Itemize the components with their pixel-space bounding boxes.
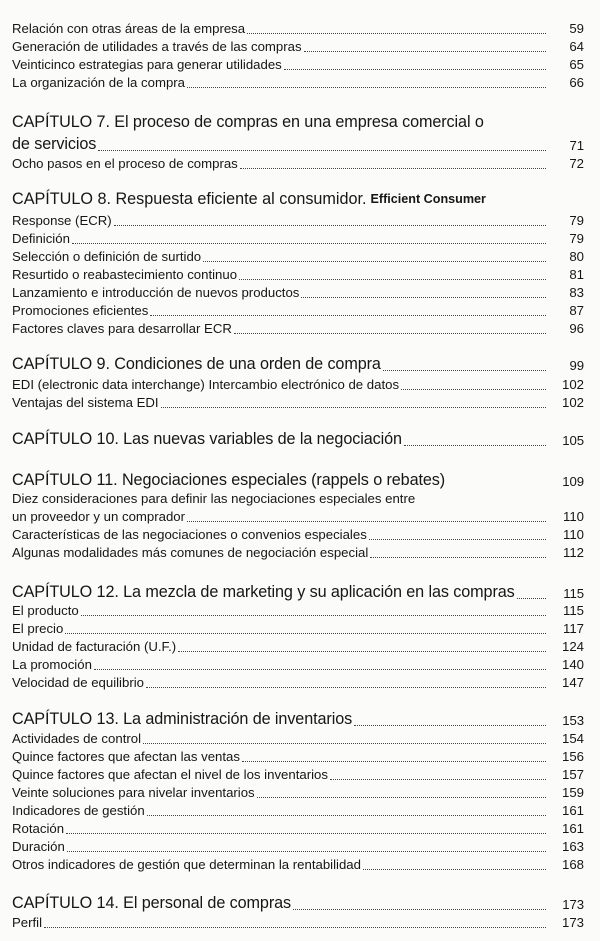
toc-entry: [12, 767, 584, 783]
leader-dots: [147, 814, 546, 816]
toc-entry: [12, 39, 584, 55]
toc-entry-page: 161: [561, 803, 584, 818]
toc-entry-title: Promociones eficientes: [12, 303, 149, 318]
leader-dots: [161, 406, 546, 408]
chapter-title: CAPÍTULO 9. Condiciones de una orden de compra: [12, 355, 381, 373]
chapter-title: de servicios: [12, 135, 97, 153]
toc-entry-page: 157: [561, 767, 584, 782]
chapter-heading: [12, 709, 584, 729]
leader-dots: [178, 650, 546, 652]
toc-entry-title: Algunas modalidades más comunes de negociación especial: [12, 545, 369, 560]
toc-entry-page: 72: [569, 156, 584, 171]
toc-entry-page: 159: [561, 785, 584, 800]
toc-entry: [12, 839, 584, 855]
toc-entry-page: 153: [562, 713, 584, 728]
toc-entry-title: Unidad de facturación (U.F.): [12, 639, 177, 654]
chapter-title: CAPÍTULO 7. El proceso de compras en una empresa comercial o: [12, 113, 484, 131]
leader-dots: [242, 760, 546, 762]
toc-entry-page: 156: [561, 749, 584, 764]
chapter-heading: [12, 112, 584, 132]
toc-entry: [12, 639, 584, 655]
chapter-title-english: Efficient Consumer: [370, 192, 486, 206]
toc-entry: [12, 603, 584, 619]
leader-dots: [517, 597, 546, 599]
toc-entry: [12, 545, 584, 561]
toc-entry-title: Definición: [12, 231, 70, 246]
toc-entry: [12, 749, 584, 765]
leader-dots: [187, 520, 546, 522]
chapter-title: CAPÍTULO 12. La mezcla de marketing y su aplicación en las compras: [12, 583, 515, 601]
toc-entry-title: Velocidad de equilibrio: [12, 675, 144, 690]
toc-entry-page: 83: [569, 285, 584, 300]
toc-entry: [12, 285, 584, 301]
leader-dots: [257, 796, 546, 798]
leader-dots: [98, 149, 546, 151]
toc-entry-title: Relación con otras áreas de la empresa: [12, 21, 246, 36]
chapter-heading: [12, 893, 584, 913]
leader-dots: [284, 68, 546, 70]
leader-dots: [369, 538, 546, 540]
chapter-title: CAPÍTULO 11. Negociaciones especiales (rappels o rebates): [12, 471, 446, 489]
toc-entry: [12, 231, 584, 247]
toc-entry: [12, 657, 584, 673]
toc-entry-page: 173: [562, 897, 584, 912]
chapter-title: CAPÍTULO 8. Respuesta eficiente al consumidor.: [12, 190, 367, 208]
toc-entry: [12, 57, 584, 73]
toc-entry-page: 112: [562, 545, 584, 560]
toc-entry-title: Quince factores que afectan el nivel de los inventarios: [12, 767, 328, 782]
toc-entry-title: La organización de la compra: [12, 75, 186, 90]
leader-dots: [94, 668, 546, 670]
toc-entry: [12, 321, 584, 337]
toc-entry-title: El precio: [12, 621, 64, 636]
toc-entry-page: 115: [563, 586, 584, 601]
leader-dots: [65, 632, 546, 634]
toc-entry: [12, 377, 584, 393]
toc-entry-page: 105: [562, 433, 584, 448]
toc-entry-page: 99: [569, 358, 584, 373]
toc-entry-title: Rotación: [12, 821, 65, 836]
toc-entry-page: 87: [569, 303, 584, 318]
leader-dots: [72, 242, 546, 244]
toc-entry-title: El producto: [12, 603, 79, 618]
toc-entry-title: Ocho pasos en el proceso de compras: [12, 156, 238, 171]
toc-entry-title: Indicadores de gestión: [12, 803, 145, 818]
chapter-heading-continued: [12, 134, 584, 154]
toc-entry-page: 65: [569, 57, 584, 72]
toc-entry: [12, 915, 584, 931]
toc-entry-page: 109: [562, 474, 584, 489]
toc-entry: [12, 267, 584, 283]
chapter-heading: [12, 354, 584, 374]
leader-dots: [304, 50, 546, 52]
toc-entry-page: 102: [561, 395, 584, 410]
leader-dots: [239, 278, 546, 280]
toc-entry: [12, 527, 584, 543]
toc-entry: [12, 731, 584, 747]
toc-entry: [12, 509, 584, 525]
leader-dots: [44, 926, 546, 928]
leader-dots: [234, 332, 546, 334]
leader-dots: [150, 314, 546, 316]
toc-entry-page: 124: [561, 639, 584, 654]
toc-entry: [12, 395, 584, 411]
leader-dots: [370, 556, 546, 558]
leader-dots: [330, 778, 546, 780]
toc-entry: [12, 675, 584, 691]
leader-dots: [114, 224, 546, 226]
toc-entry-page: 79: [569, 231, 584, 246]
leader-dots: [247, 32, 546, 34]
toc-entry: [12, 75, 584, 91]
toc-entry-title: Perfil: [12, 915, 43, 930]
toc-entry-title: Factores claves para desarrollar ECR: [12, 321, 232, 336]
toc-entry-title: Resurtido o reabastecimiento continuo: [12, 267, 238, 282]
toc-entry-title: Veinticinco estrategias para generar utilidades: [12, 57, 282, 72]
toc-entry: [12, 621, 584, 637]
chapter-title: CAPÍTULO 10. Las nuevas variables de la negociación: [12, 430, 402, 448]
leader-dots: [293, 908, 546, 910]
chapter-title: CAPÍTULO 14. El personal de compras: [12, 894, 292, 912]
toc-entry-title: EDI (electronic data interchange) Intercambio electrónico de datos: [12, 377, 400, 392]
leader-dots: [401, 388, 546, 390]
toc-entry-page: 147: [561, 675, 584, 690]
leader-dots: [81, 614, 546, 616]
chapter-heading: [12, 189, 584, 209]
toc-entry-page: 140: [561, 657, 584, 672]
leader-dots: [354, 724, 546, 726]
toc-entry-title: Características de las negociaciones o convenios especiales: [12, 527, 367, 542]
chapter-title: CAPÍTULO 13. La administración de inventarios: [12, 710, 353, 728]
toc-entry: [12, 213, 584, 229]
leader-dots: [187, 86, 546, 88]
toc-entry-title: Duración: [12, 839, 65, 854]
toc-entry: [12, 303, 584, 319]
toc-entry-title: Generación de utilidades a través de las compras: [12, 39, 302, 54]
leader-dots: [143, 742, 546, 744]
toc-entry: [12, 803, 584, 819]
leader-dots: [67, 850, 546, 852]
toc-entry-page: 161: [561, 821, 584, 836]
leader-dots: [301, 296, 546, 298]
toc-entry-title: Actividades de control: [12, 731, 142, 746]
toc-entry-title: Quince factores que afectan las ventas: [12, 749, 240, 764]
toc-entry-page: 115: [562, 603, 584, 618]
toc-entry-page: 154: [561, 731, 584, 746]
toc-entry-title: Otros indicadores de gestión que determinan la rentabilidad: [12, 857, 361, 872]
toc-entry-title: Response (ECR): [12, 213, 112, 228]
toc-entry: [12, 821, 584, 837]
toc-entry-page: 117: [562, 621, 584, 636]
toc-entry-page: 163: [561, 839, 584, 854]
toc-entry-page: 102: [561, 377, 584, 392]
toc-entry-title: un proveedor y un comprador: [12, 509, 186, 524]
toc-entry-title: Ventajas del sistema EDI: [12, 395, 159, 410]
toc-entry-title: La promoción: [12, 657, 92, 672]
toc-entry: [12, 857, 584, 873]
leader-dots: [66, 832, 546, 834]
toc-entry-title: Diez consideraciones para definir las negociaciones especiales entre: [12, 491, 416, 506]
toc-entry-page: 71: [569, 138, 584, 153]
toc-entry-title: Selección o definición de surtido: [12, 249, 202, 264]
toc-entry-title: Lanzamiento e introducción de nuevos productos: [12, 285, 300, 300]
leader-dots: [203, 260, 546, 262]
toc-entry-page: 110: [562, 527, 584, 542]
toc-entry-page: 59: [569, 21, 584, 36]
leader-dots: [146, 686, 546, 688]
chapter-heading: [12, 582, 584, 602]
toc-entry-page: 80: [569, 249, 584, 264]
toc-entry: [12, 156, 584, 172]
toc-entry: [12, 491, 584, 507]
leader-dots: [404, 444, 546, 446]
toc-entry-page: 79: [569, 213, 584, 228]
toc-entry-page: 168: [561, 857, 584, 872]
toc-entry-page: 81: [569, 267, 584, 282]
toc-entry-page: 96: [569, 321, 584, 336]
chapter-heading: [12, 470, 584, 490]
toc-entry-page: 173: [561, 915, 584, 930]
toc-entry-title: Veinte soluciones para nivelar inventarios: [12, 785, 255, 800]
toc-entry: [12, 249, 584, 265]
leader-dots: [363, 868, 546, 870]
toc-entry: [12, 785, 584, 801]
toc-entry: [12, 21, 584, 37]
toc-entry-page: 66: [569, 75, 584, 90]
leader-dots: [240, 167, 546, 169]
toc-entry-page: 64: [569, 39, 584, 54]
chapter-heading: [12, 429, 584, 449]
leader-dots: [383, 369, 546, 371]
toc-entry-page: 110: [562, 509, 584, 524]
